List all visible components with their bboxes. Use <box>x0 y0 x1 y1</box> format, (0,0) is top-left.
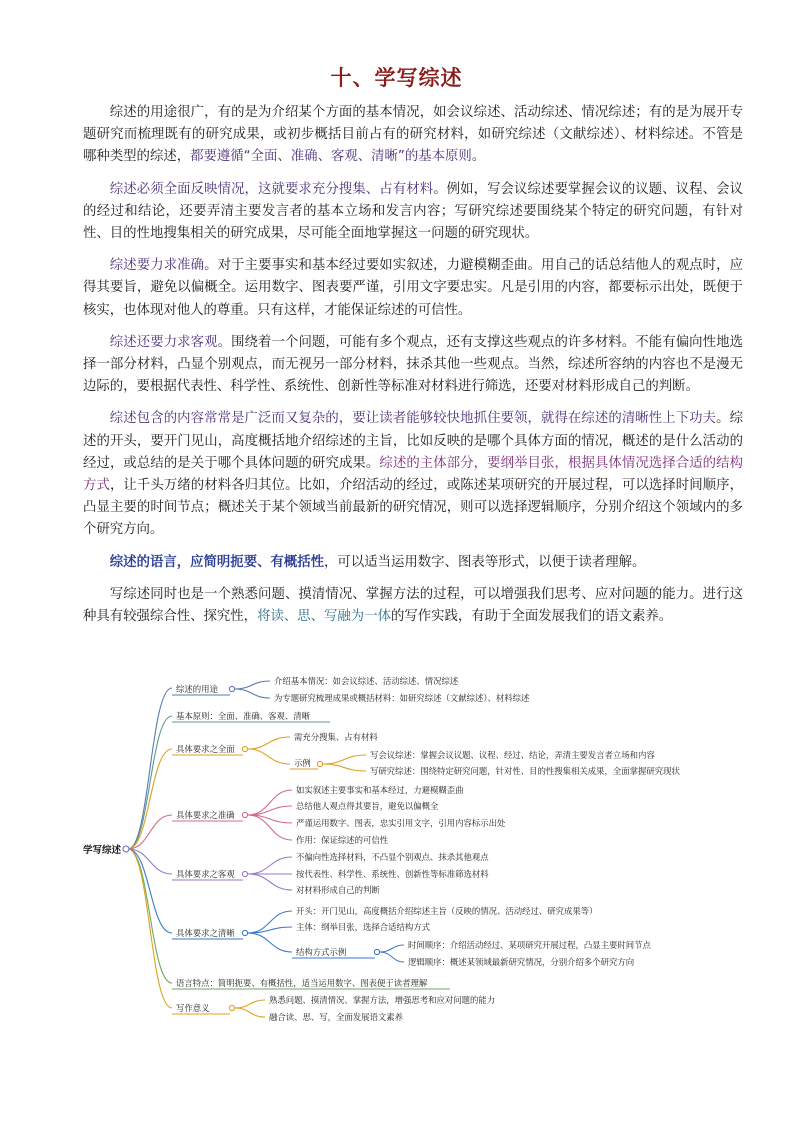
highlight-language: 综述的语言，应简明扼要、有概括性 <box>109 554 325 570</box>
paragraph-accurate: 综述要力求准确。对于主要事实和基本经过要如实叙述，力避模糊歪曲。用自己的话总结他人的观点时，应得其要旨，避免以偏概全。运用数字、图表要严谨，引用文字要忠实。凡是引用的内容，都要标示出处，既便于核实，也体现对他人的尊重。只有这样，才能保证综述的可信性。 <box>83 258 744 318</box>
node-comprehensive-1: 需充分搜集、占有材料 <box>294 732 378 742</box>
highlight-integration: 将读、思、写融为一体 <box>257 609 391 625</box>
node-clear-2: 主体：纲举目张，选择合适结构方式 <box>296 922 430 932</box>
highlight-principles: 都要遵循“全面、准确、客观、清晰”的基本原则 <box>190 149 472 165</box>
node-example-1: 写会议综述：掌握会议议题、议程、经过、结论，弄清主要发言者立场和内容 <box>370 750 655 760</box>
node-significance: 写作意义 <box>176 1003 210 1013</box>
node-objective-1: 不偏向性选择材料，不凸显个别观点、抹杀其他观点 <box>296 852 489 862</box>
node-accurate: 具体要求之准确 <box>176 810 235 820</box>
node-objective: 具体要求之客观 <box>176 869 235 879</box>
node-usage: 综述的用途 <box>176 684 218 694</box>
node-accurate-4: 作用：保证综述的可信性 <box>296 835 389 845</box>
node-principles: 基本原则：全面、准确、客观、清晰 <box>176 711 310 721</box>
node-significance-2: 融合读、思、写，全面发展语文素养 <box>269 1012 403 1022</box>
node-structure-2: 逻辑顺序：概述某领域最新研究情况，分别介绍多个研究方向 <box>408 957 635 967</box>
paragraph-significance: 写综述同时也是一个熟悉问题、摸清情况、掌握方法的过程，可以增强我们思考、应对问题的能力。进行这种具有较强综合性、探究性，将读、思、写融为一体的写作实践，有助于全面发展我们的语文素养。 <box>83 586 743 625</box>
node-usage-2: 为专题研究梳理成果或概括材料：如研究综述（文献综述）、材料综述 <box>274 693 530 703</box>
highlight-objective: 综述还要力求客观 <box>109 334 218 350</box>
node-example-2: 写研究综述：围绕特定研究问题，针对性、目的性搜集相关成果，全面掌握研究现状 <box>370 766 680 776</box>
paragraph-clear: 综述包含的内容常常是广泛而又复杂的，要让读者能够较快地抓住要领，就得在综述的清晰性上下功夫。综述的开头，要开门见山，高度概括地介绍综述的主旨，比如反映的是哪个具体方面的情况，概述的是什么活动的经过，或总结的是关于哪个具体问题的研究成果。综述的主体部分，要纲举目张，根据具体情况选择合适的结构方式，让千头万绪的材料各归其位。比如，介绍活动的经过，或陈述某项研究的开展过程，可以选择时间顺序，凸显主要的时间节点；概述关于某个领域当前最新的研究情况，则可以选择逻辑顺序，分别介绍这个领域内的多个研究方向。 <box>83 411 744 538</box>
paragraph-objective: 综述还要力求客观。围绕着一个问题，可能有多个观点，还有支撑这些观点的许多材料。不能有偏向性地选择一部分材料，凸显个别观点，而无视另一部分材料，抹杀其他一些观点。当然，综述所容纳的内容也不是漫无边际的，要根据代表性、科学性、系统性、创新性等标准对材料进行筛选，还要对材料形成自己的判断。 <box>83 334 744 395</box>
node-usage-1: 介绍基本情况：如会议综述、活动综述、情况综述 <box>274 676 459 686</box>
node-structure-1: 时间顺序：介绍活动经过、某项研究开展过程，凸显主要时间节点 <box>408 940 651 950</box>
node-structure: 结构方式示例 <box>296 947 347 957</box>
highlight-comprehensive: 综述必须全面反映情况，这就要求充分搜集、占有材料 <box>109 181 434 197</box>
node-objective-3: 对材料形成自己的判断 <box>296 885 380 895</box>
node-accurate-2: 总结他人观点得其要旨，避免以偏概全 <box>296 801 439 811</box>
node-clear-1: 开头：开门见山，高度概括介绍综述主旨（反映的情况、活动经过、研究成果等） <box>296 906 598 916</box>
mindmap-root: 学写综述 <box>83 845 122 856</box>
node-language: 语言特点：简明扼要、有概括性，适当运用数字、图表便于读者理解 <box>176 978 428 988</box>
highlight-body-structure: 综述的主体部分，要纲举目张，根据具体情况选择合适的结构方式 <box>83 455 744 494</box>
highlight-accurate: 综述要力求准确 <box>109 258 205 274</box>
node-accurate-1: 如实叙述主要事实和基本经过，力避模糊歪曲 <box>296 785 464 795</box>
highlight-clear: 综述包含的内容常常是广泛而又复杂的，要让读者能够较快地抓住要领，就得在综述的清晰性上下功夫 <box>109 411 717 427</box>
node-objective-2: 按代表性、科学性、系统性、创新性等标准筛选材料 <box>296 869 489 879</box>
paragraph-comprehensive: 综述必须全面反映情况，这就要求充分搜集、占有材料。例如，写会议综述要掌握会议的议题、议程、会议的经过和结论，还要弄清主要发言者的基本立场和发言内容；写研究综述要围绕某个特定的研究问题，有针对性、目的性地搜集相关的研究成果，尽可能全面地掌握这一问题的研究现状。 <box>83 181 744 242</box>
node-comprehensive: 具体要求之全面 <box>176 744 235 754</box>
node-accurate-3: 严谨运用数字、图表，忠实引用文字，引用内容标示出处 <box>296 818 506 828</box>
paragraph-language: 综述的语言，应简明扼要、有概括性，可以适当运用数字、图表等形式，以便于读者理解。 <box>109 554 646 570</box>
page-title: 十、学写综述 <box>330 66 463 90</box>
paragraph-usage: 综述的用途很广，有的是为介绍某个方面的基本情况，如会议综述、活动综述、情况综述；有的是为展开专题研究而梳理既有的研究成果，或初步概括目前占有的研究材料，如研究综述（文献综述）、材料综述。不管是哪种类型的综述，都要遵循“全面、准确、客观、清晰”的基本原则。 <box>83 105 743 165</box>
node-significance-1: 熟悉问题、摸清情况、掌握方法，增强思考和应对问题的能力 <box>269 995 496 1005</box>
node-example: 示例 <box>294 758 311 768</box>
node-clear: 具体要求之清晰 <box>176 928 235 938</box>
